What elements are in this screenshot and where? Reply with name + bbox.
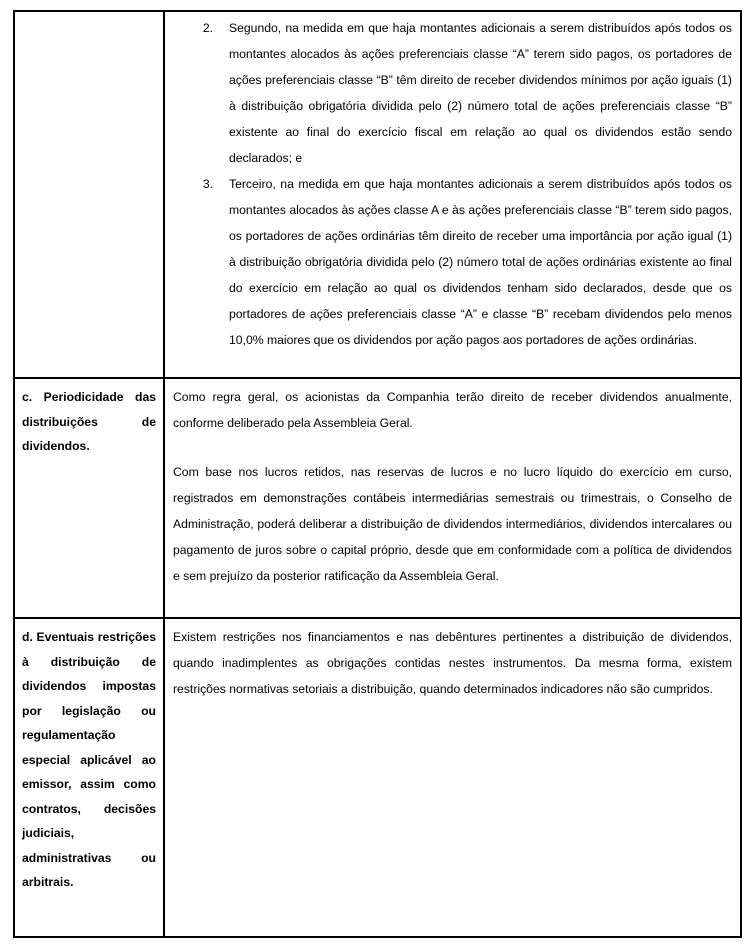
row-content-cell	[164, 11, 741, 378]
table-row	[14, 11, 741, 378]
paragraph: Como regra geral, os acionistas da Companhia terão direito de receber dividendos anualmente, conforme deliberado pela Assembleia Geral.	[173, 390, 732, 430]
list-item-text: Terceiro, na medida em que haja montantes adicionais a serem distribuídos após todos os montantes alocados às ações classe A e às ações preferenciais classe “B” terem sido pagos, os portadores de ações ordinárias têm direito de receber uma importância por ação igual (1) à distribuição obrigatória dividida pelo (2) número total de ações ordinárias existente ao final do exercício em relação ao qual os dividendos tenham sido declarados, desde que os portadores de ações preferenciais classe “A” e classe “B” recebam dividendos pelo menos 10,0% maiores que os dividendos por ação pagos aos portadores de ações ordinárias.	[229, 177, 732, 347]
paragraph: Com base nos lucros retidos, nas reservas de lucros e no lucro líquido do exercício em curso, registrados em demonstrações contábeis intermediárias semestrais ou trimestrais, o Conselho de Administração, poderá deliberar a distribuição de dividendos intermediários, dividendos intercalares ou pagamento de juros sobre o capital próprio, desde que em conformidade com a política de dividendos e sem prejuízo da posterior ratificação da Assembleia Geral.	[173, 465, 732, 583]
row-label-cell	[14, 618, 164, 937]
table-row	[14, 618, 741, 937]
paragraph-gap	[173, 436, 732, 459]
row-label-periodicity: c. Periodicidade das distribuições de dividendos.	[22, 390, 156, 453]
row-content-cell	[164, 378, 741, 618]
row-label-cell	[14, 378, 164, 618]
table-row	[14, 378, 741, 618]
row-label-restrictions: d. Eventuais restrições à distribuição de dividendos impostas por legislação ou regulamentação especial aplicável ao emissor, assim como contratos, decisões judiciais, administrativas ou arbitrais.	[22, 630, 156, 889]
paragraph: Existem restrições nos financiamentos e nas debêntures pertinentes a distribuição de dividendos, quando inadimplentes as obrigações contidas nestes instrumentos. Da mesma forma, existem restrições normativas setoriais a distribuição, quando determinados indicadores não são cumpridos.	[173, 630, 732, 696]
dividend-policy-table	[13, 10, 742, 938]
list-item	[173, 171, 732, 353]
list-item-number: 3.	[202, 177, 213, 191]
list-item	[173, 15, 732, 171]
row-content-cell	[164, 618, 741, 937]
row-label-cell-empty	[14, 11, 164, 378]
list-item-number: 2.	[202, 21, 213, 35]
list-item-text: Segundo, na medida em que haja montantes adicionais a serem distribuídos após todos os montantes alocados às ações preferenciais classe “A” terem sido pagos, os portadores de ações preferenciais classe “B” têm direito de receber dividendos mínimos por ação iguais (1) à distribuição obrigatória dividida pelo (2) número total de ações preferenciais classe “B” existente ao final do exercício fiscal em relação ao qual os dividendos estão sendo declarados; e	[229, 21, 732, 165]
